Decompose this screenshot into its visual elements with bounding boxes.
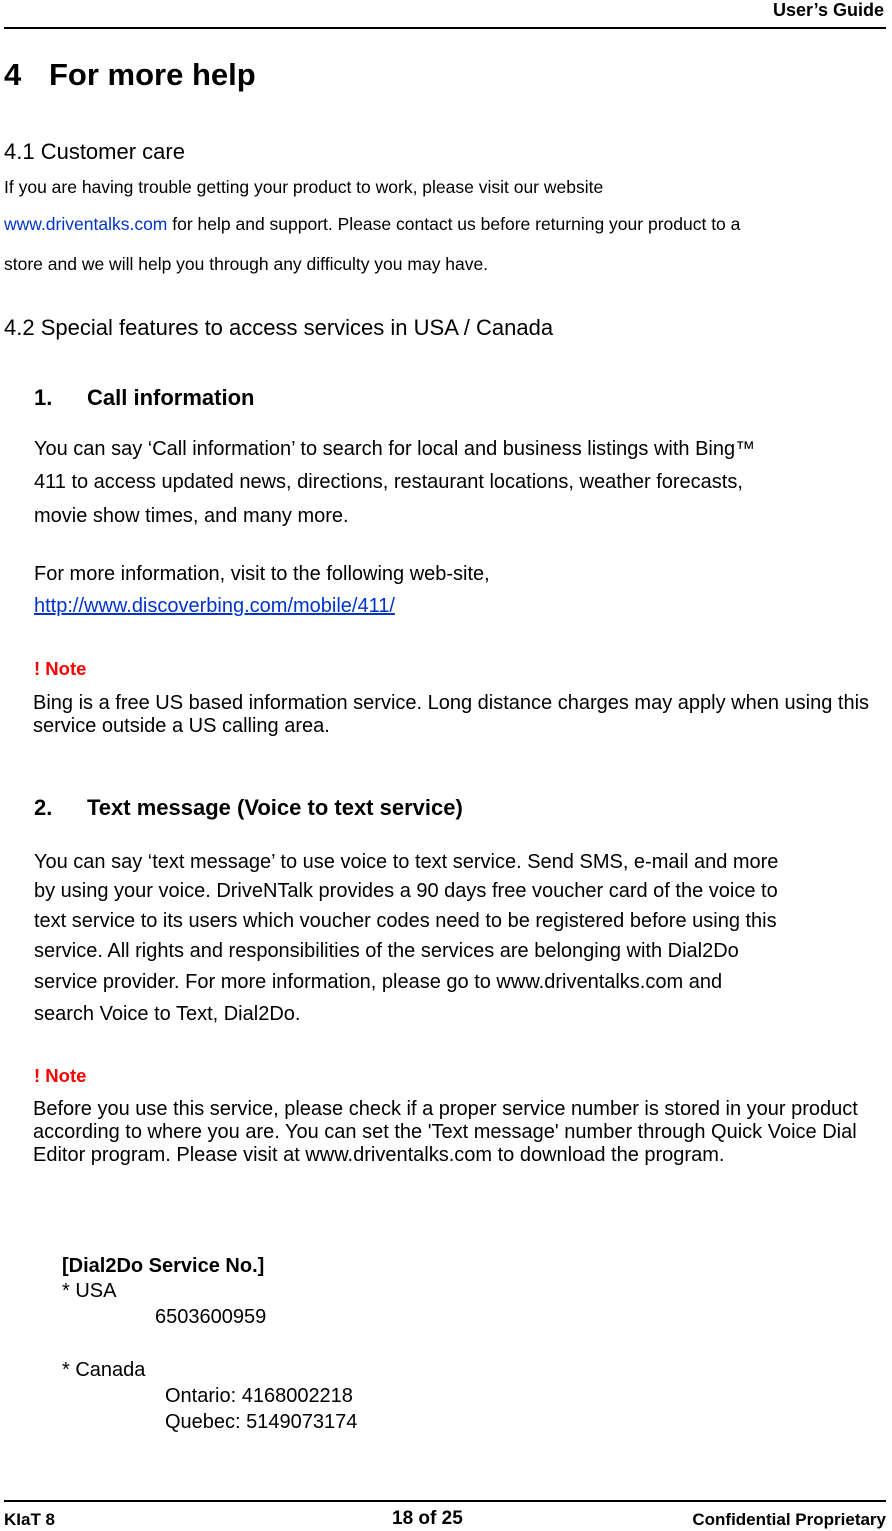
note-label-2: ! Note [34,1065,87,1086]
text-msg-line-6: search Voice to Text, Dial2Do. [34,1003,301,1025]
text-msg-line-3: text service to its users which voucher codes need to be registered before using this [34,910,777,932]
page-number: 18 of 25 [392,1508,463,1529]
footer-confidential: Confidential Proprietary [692,1510,886,1529]
header-divider [4,27,886,29]
item-1-number: 1. [34,385,53,410]
note-label-1: ! Note [34,658,87,679]
section-number: 4 [4,57,22,92]
customer-care-line-2-rest: for help and support. Please contact us before returning your product to a [167,214,741,234]
text-msg-line-4: service. All rights and responsibilities of the services are belonging with Dial2Do [34,940,739,962]
call-info-line-3: movie show times, and many more. [34,505,349,527]
text-msg-line-5: service provider. For more information, please go to www.driventalks.com and [34,971,723,993]
canada-label: * Canada [62,1359,146,1381]
call-info-line-2: 411 to access updated news, directions, restaurant locations, weather forecasts, [34,471,743,493]
note-text-1: Bing is a free US based information service. Long distance charges may apply when using this service outside a US calling area. [33,692,870,737]
call-info-line-1: You can say ‘Call information’ to search for local and business listings with Bing™ [34,438,756,460]
section-title [4,57,256,93]
customer-care-line-1: If you are having trouble getting your product to work, please visit our website [4,177,604,197]
header-title: User’s Guide [772,0,884,20]
section-title-text: For more help [49,57,256,92]
customer-care-heading: 4.1 Customer care [4,139,185,164]
item-2-number: 2. [34,795,53,820]
item-2-title: Text message (Voice to text service) [87,795,463,820]
service-numbers-title: [Dial2Do Service No.] [62,1255,265,1277]
text-msg-line-2: by using your voice. DriveNTalk provides a 90 days free voucher card of the voice to [34,880,778,902]
item-1-title: Call information [87,385,255,410]
website-link[interactable]: www.driventalks.com [4,214,168,234]
bing-url-link[interactable]: http://www.discoverbing.com/mobile/411/ [34,595,395,617]
text-msg-line-1: You can say ‘text message’ to use voice to text service. Send SMS, e-mail and more [34,851,779,873]
footer-divider [4,1500,886,1502]
note-text-2: Before you use this service, please check if a proper service number is stored in your product according to where you are. You can set the 'Text message' number through Quick Voice Dial Editor program. Please visit at www.driventalks.com to download the program. [33,1098,858,1166]
text-message-heading [34,795,463,821]
special-features-heading: 4.2 Special features to access services in USA / Canada [4,315,554,340]
footer-product: KIaT 8 [4,1510,56,1529]
customer-care-line-3: store and we will help you through any difficulty you may have. [4,254,489,274]
usa-number: 6503600959 [155,1306,267,1328]
quebec-number: Quebec: 5149073174 [165,1411,358,1433]
call-information-heading [34,385,254,411]
ontario-number: Ontario: 4168002218 [165,1385,353,1407]
usa-label: * USA [62,1280,117,1302]
call-info-more: For more information, visit to the following web-site, [34,563,490,585]
customer-care-line-2 [4,214,740,235]
